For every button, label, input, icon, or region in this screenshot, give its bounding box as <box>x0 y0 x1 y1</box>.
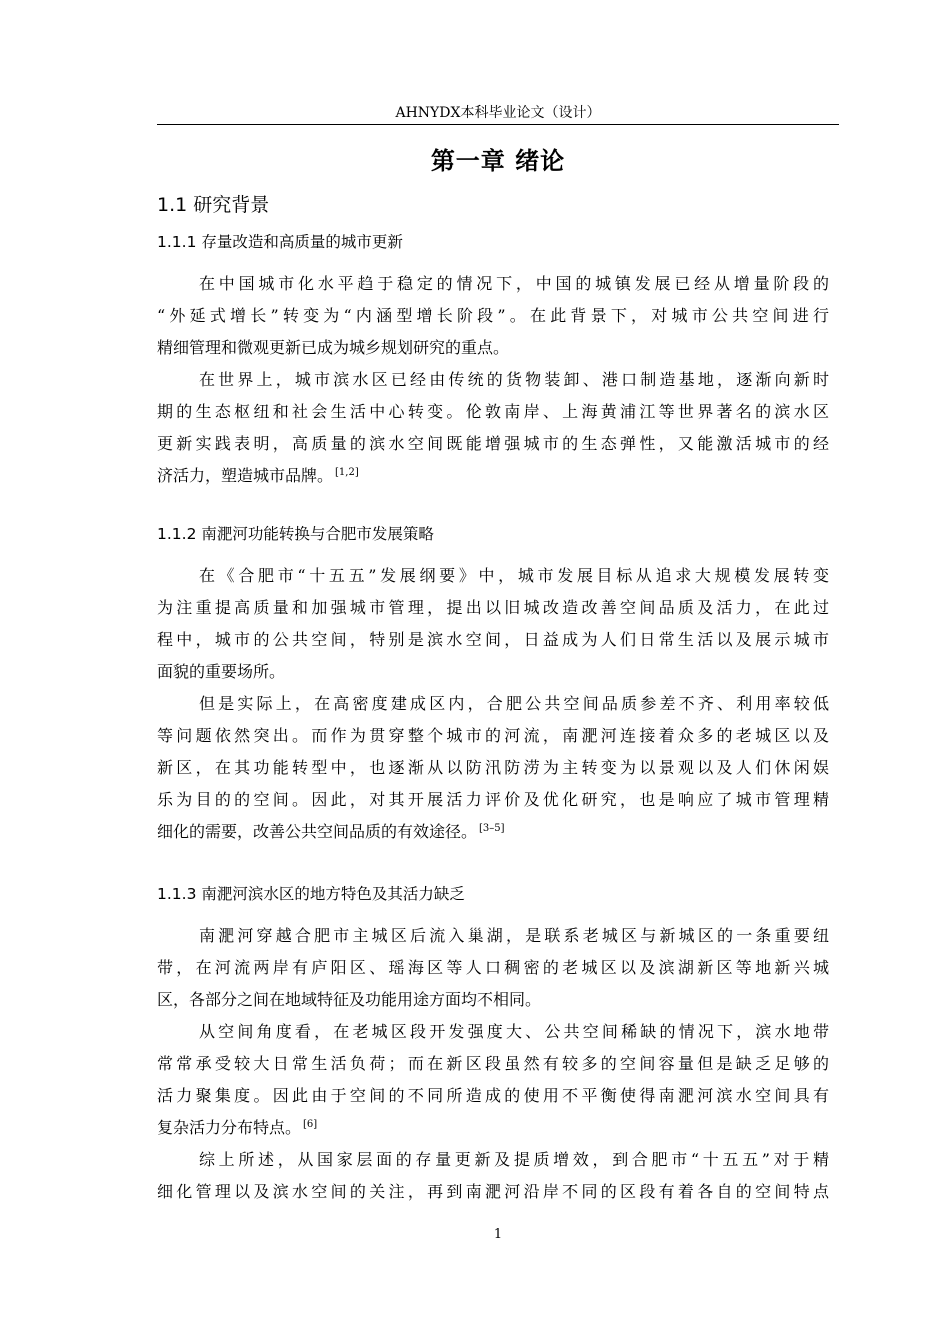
text-line: 活力聚集度。因此由于空间的不同所造成的使用不平衡使得南淝河滨水空间具有 <box>157 1086 829 1105</box>
text-line: 带，在河流两岸有庐阳区、瑶海区等人口稠密的老城区以及滨湖新区等地新兴城 <box>157 958 829 977</box>
text-line: 面貌的重要场所。 <box>157 662 286 681</box>
text-line: 但是实际上，在高密度建成区内，合肥公共空间品质参差不齐、利用率较低 <box>199 694 829 713</box>
text-line: “外延式增长”转变为“内涵型增长阶段”。在此背景下，对城市公共空间进行 <box>157 306 829 325</box>
text-line: 区，各部分之间在地域特征及功能用途方面均不相同。 <box>157 990 542 1009</box>
running-header: AHNYDX本科毕业论文（设计） <box>395 105 601 121</box>
text-line: 期的生态枢纽和社会生活中心转变。伦敦南岸、上海黄浦江等世界著名的滨水区 <box>157 402 829 421</box>
citation-ref: [3–5] <box>479 823 505 834</box>
subsection-heading-1-1-3: 1.1.3 南淝河滨水区的地方特色及其活力缺乏 <box>157 885 465 903</box>
paragraph-1-1-3-a <box>157 920 829 1016</box>
text-line: 乐为目的的空间。因此，对其开展活力评价及优化研究，也是响应了城市管理精 <box>157 790 829 809</box>
subsection-heading-1-1-2: 1.1.2 南淝河功能转换与合肥市发展策略 <box>157 525 434 543</box>
paragraph-1-1-1-a <box>157 268 829 364</box>
citation-ref: [1,2] <box>335 467 359 478</box>
text-line: 细化管理以及滨水空间的关注，再到南淝河沿岸不同的区段有着各自的空间特点 <box>157 1182 829 1201</box>
text-line <box>157 460 829 492</box>
text-line <box>157 1112 829 1144</box>
text-fragment: 济活力，塑造城市品牌。 <box>157 466 334 485</box>
paragraph-1-1-3-c <box>157 1144 829 1208</box>
text-line: 更新实践表明，高质量的滨水空间既能增强城市的生态弹性，又能激活城市的经 <box>157 434 829 453</box>
text-fragment: 复杂活力分布特点。 <box>157 1118 302 1137</box>
text-line: 精细管理和微观更新已成为城乡规划研究的重点。 <box>157 338 510 357</box>
text-line: 从空间角度看，在老城区段开发强度大、公共空间稀缺的情况下，滨水地带 <box>199 1022 829 1041</box>
text-line: 在世界上，城市滨水区已经由传统的货物装卸、港口制造基地，逐渐向新时 <box>199 370 829 389</box>
text-line: 等问题依然突出。而作为贯穿整个城市的河流，南淝河连接着众多的老城区以及 <box>157 726 829 745</box>
text-line: 为注重提高质量和加强城市管理，提出以旧城改造改善空间品质及活力，在此过 <box>157 598 829 617</box>
text-line: 在《合肥市“十五五”发展纲要》中，城市发展目标从追求大规模发展转变 <box>199 566 829 585</box>
text-line <box>157 816 829 848</box>
paragraph-1-1-2-b <box>157 688 829 848</box>
page-number: 1 <box>493 1227 503 1242</box>
paragraph-1-1-1-b <box>157 364 829 492</box>
header-rule <box>157 124 839 125</box>
paragraph-1-1-3-b <box>157 1016 829 1144</box>
text-line: 常常承受较大日常生活负荷；而在新区段虽然有较多的空间容量但是缺乏足够的 <box>157 1054 829 1073</box>
text-line: 新区，在其功能转型中，也逐渐从以防汛防涝为主转变为以景观以及人们休闲娱 <box>157 758 829 777</box>
subsection-heading-1-1-1: 1.1.1 存量改造和高质量的城市更新 <box>157 233 403 251</box>
section-heading-1-1: 1.1 研究背景 <box>157 194 270 216</box>
chapter-title: 第一章 绪论 <box>430 147 566 175</box>
text-line: 在中国城市化水平趋于稳定的情况下，中国的城镇发展已经从增量阶段的 <box>199 274 829 293</box>
text-line: 程中，城市的公共空间，特别是滨水空间，日益成为人们日常生活以及展示城市 <box>157 630 829 649</box>
citation-ref: [6] <box>303 1119 318 1130</box>
paragraph-1-1-2-a <box>157 560 829 688</box>
text-line: 综上所述，从国家层面的存量更新及提质增效，到合肥市“十五五”对于精 <box>199 1150 829 1169</box>
text-line: 南淝河穿越合肥市主城区后流入巢湖，是联系老城区与新城区的一条重要纽 <box>199 926 829 945</box>
text-fragment: 细化的需要，改善公共空间品质的有效途径。 <box>157 822 478 841</box>
